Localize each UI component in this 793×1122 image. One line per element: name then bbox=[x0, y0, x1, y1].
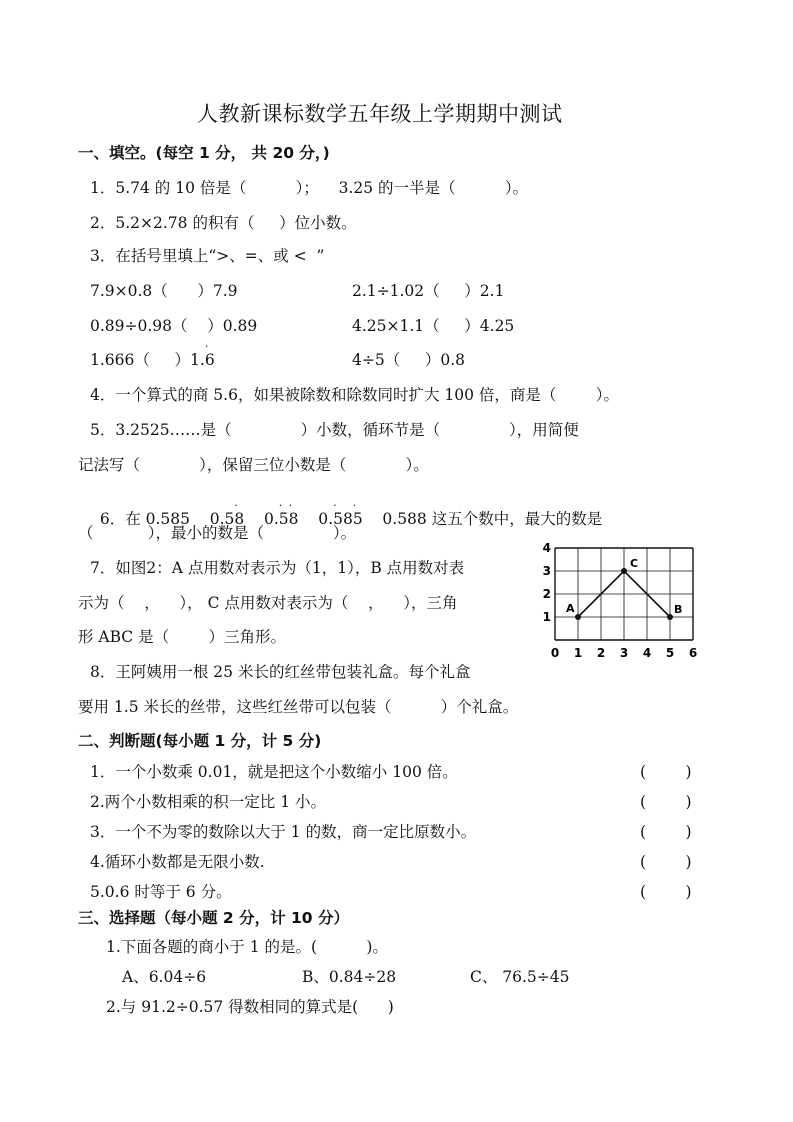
judgment-item: 3．一个不为零的数除以大于 1 的数，商一定比原数小。 bbox=[90, 823, 477, 841]
judgment-item: 4.循环小数都是无限小数. bbox=[90, 853, 265, 871]
section2-heading: 二、判断题(每小题 1 分，计 5 分) bbox=[78, 732, 322, 750]
choice-question-1: 1.下面各题的商小于 1 的是。( )。 bbox=[106, 938, 388, 956]
point-label: A bbox=[566, 602, 575, 615]
question-4: 4．一个算式的商 5.6，如果被除数和除数同时扩大 100 倍，商是（ ）。 bbox=[90, 386, 620, 404]
choice-option-a: A、6.04÷6 bbox=[122, 968, 207, 986]
x-tick-label: 6 bbox=[688, 646, 698, 660]
question-3-item-c1 bbox=[90, 340, 215, 370]
repeating-digit bbox=[204, 340, 215, 370]
question-5-line2: 记法写（ ），保留三位小数是（ ）。 bbox=[78, 456, 429, 474]
choice-option-c: C、 76.5÷45 bbox=[470, 968, 570, 986]
choice-option-b: B、0.84÷28 bbox=[302, 968, 397, 986]
question-6-line2: （ ），最小的数是（ ）。 bbox=[78, 524, 357, 542]
x-tick-label: 2 bbox=[596, 646, 606, 660]
repeating-digit-text: 6 bbox=[204, 351, 215, 369]
point-label: B bbox=[674, 603, 683, 616]
repeat-dot: · bbox=[204, 340, 209, 353]
question-3-item-b2: 4.25×1.1（ ）4.25 bbox=[352, 317, 515, 335]
q6-num4: 0. · 58 · 5 bbox=[318, 499, 363, 528]
question-7-line2: 示为（ ， ）， C 点用数对表示为（ ， ），三角 bbox=[78, 594, 458, 612]
q6-tail: 0.588 这五个数中，最大的数是 bbox=[382, 510, 603, 528]
question-3-item-c2: 4÷5（ ）0.8 bbox=[352, 351, 465, 369]
point-label: C bbox=[630, 557, 639, 570]
q6-num3: 0. · 5 · 8 bbox=[264, 499, 299, 528]
y-tick-label: 1 bbox=[542, 610, 551, 624]
question-3: 3．在括号里填上“>、=、或 < ” bbox=[90, 247, 325, 265]
question-8-line1: 8．王阿姨用一根 25 米长的红丝带包装礼盒。每个礼盒 bbox=[90, 663, 471, 681]
question-2: 2．5.2×2.78 的积有（ ）位小数。 bbox=[90, 214, 357, 232]
question-3-item-a2: 2.1÷1.02（ ）2.1 bbox=[352, 282, 505, 300]
x-tick-label: 4 bbox=[642, 646, 652, 660]
q6-num2: 0.5 · 8 bbox=[209, 499, 245, 528]
question-7-line3: 形 ABC 是（ ）三角形。 bbox=[78, 628, 287, 646]
point-marker bbox=[575, 614, 581, 620]
coordinate-grid-figure bbox=[542, 540, 720, 665]
x-tick-label: 1 bbox=[573, 646, 583, 660]
y-tick-label: 4 bbox=[542, 541, 551, 555]
question-3-item-b1: 0.89÷0.98（ ）0.89 bbox=[90, 317, 258, 335]
section3-heading: 三、选择题（每小题 2 分，计 10 分） bbox=[78, 909, 349, 927]
question-8-line2: 要用 1.5 米长的丝带，这些红丝带可以包装（ ）个礼盒。 bbox=[78, 698, 519, 716]
judgment-item: 2.两个小数相乘的积一定比 1 小。 bbox=[90, 793, 327, 811]
y-tick-labels bbox=[543, 541, 551, 624]
x-tick-label: 5 bbox=[665, 646, 675, 660]
answer-bracket[interactable]: ( ) bbox=[640, 763, 692, 781]
answer-bracket[interactable]: ( ) bbox=[640, 793, 692, 811]
answer-bracket[interactable]: ( ) bbox=[640, 823, 692, 841]
point-marker bbox=[621, 568, 627, 574]
x-tick-labels bbox=[551, 646, 697, 660]
answer-bracket[interactable]: ( ) bbox=[640, 853, 692, 871]
x-tick-label: 0 bbox=[550, 646, 560, 660]
section1-heading: 一、填空。(每空 1 分， 共 20 分，) bbox=[78, 144, 330, 162]
question-5-line1: 5．3.2525……是（ ）小数，循环节是（ ），用简便 bbox=[90, 421, 579, 439]
page-title: 人教新课标数学五年级上学期期中测试 bbox=[197, 102, 563, 126]
x-tick-label: 3 bbox=[619, 646, 629, 660]
judgment-item: 5.0.6 时等于 6 分。 bbox=[90, 883, 232, 901]
point-marker bbox=[667, 614, 673, 620]
question-1: 1．5.74 的 10 倍是（ ）； 3.25 的一半是（ ）。 bbox=[90, 179, 529, 197]
y-tick-label: 2 bbox=[542, 587, 551, 601]
judgment-item: 1．一个小数乘 0.01，就是把这个小数缩小 100 倍。 bbox=[90, 763, 458, 781]
c1-prefix: 1.666（ ）1. bbox=[90, 351, 205, 369]
answer-bracket[interactable]: ( ) bbox=[640, 883, 692, 901]
choice-question-2: 2.与 91.2÷0.57 得数相同的算式是( ) bbox=[106, 998, 394, 1016]
question-3-item-a1: 7.9×0.8（ ）7.9 bbox=[90, 282, 238, 300]
question-7-line1: 7．如图2：A 点用数对表示为（1，1），B 点用数对表 bbox=[90, 559, 465, 577]
q6-lead: 6．在 0.585 bbox=[99, 510, 191, 528]
grid-lines bbox=[555, 548, 693, 640]
y-tick-label: 3 bbox=[542, 564, 551, 578]
